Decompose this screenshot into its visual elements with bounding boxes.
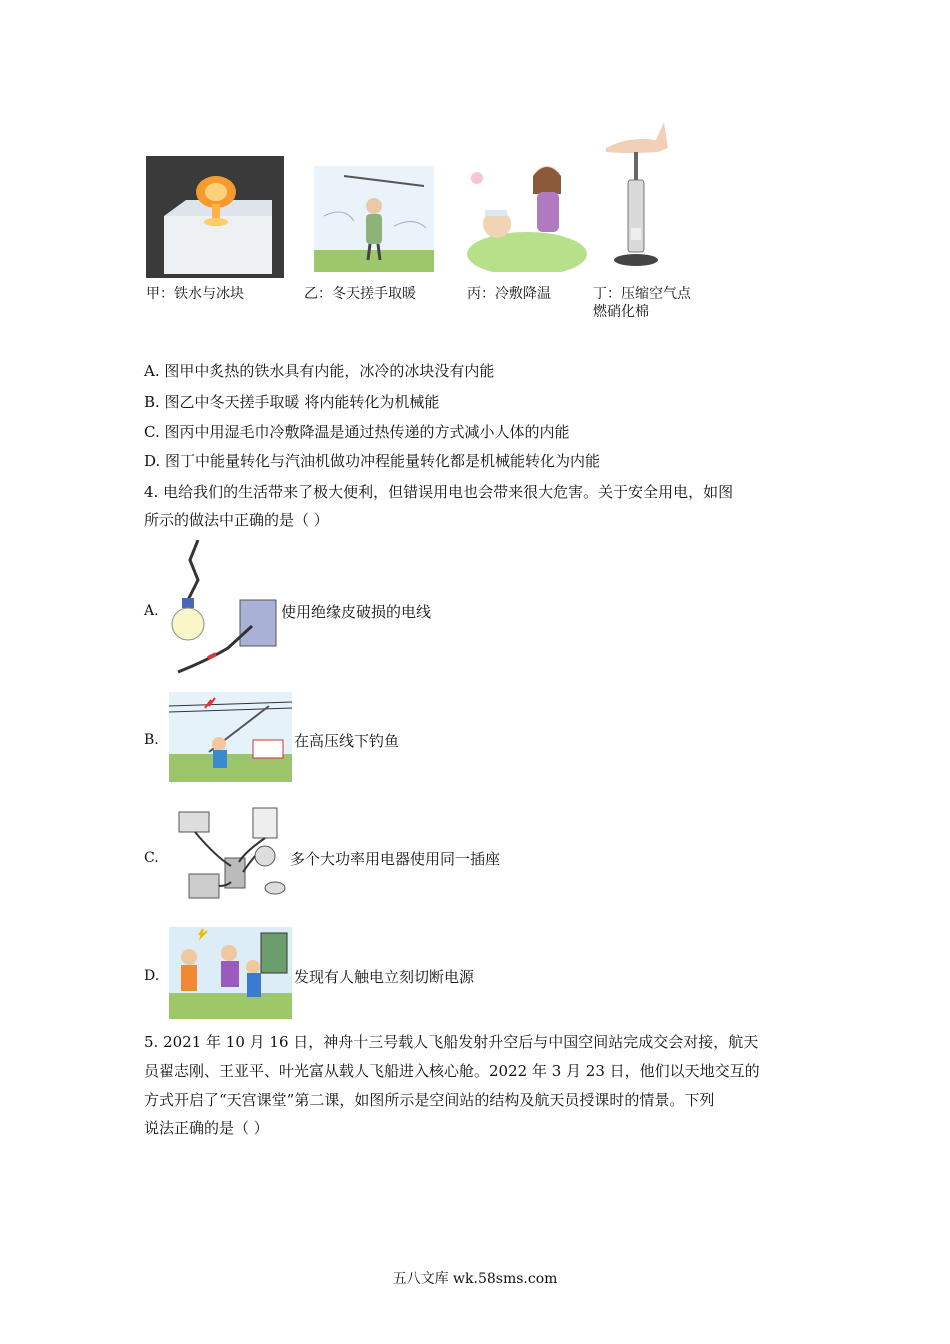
caption-yi: 乙：冬天搓手取暖 [304,286,416,302]
q4-stem-line2: 所示的做法中正确的是（ ） [144,511,329,529]
figure-damaged-wire [168,540,280,680]
q4-option-c-letter: C. [144,850,159,866]
q4-option-a-letter: A. [144,603,159,619]
figure-overloaded-socket [175,796,290,912]
figure-cold-compress [467,154,589,272]
q4-option-b-letter: B. [144,732,159,748]
q4-option-a-text: 使用绝缘皮破损的电线 [281,603,432,621]
caption-bing: 丙：冷敷降温 [467,286,551,302]
q5-stem-line2: 员翟志刚、王亚平、叶光富从载人飞船进入核心舱。2022 年 3 月 23 日，他们以天地交互的 [144,1062,760,1080]
q4-stem-line1: 4. 电给我们的生活带来了极大便利，但错误用电也会带来很大危害。关于安全用电，如图 [144,483,734,501]
q3-option-d: D. 图丁中能量转化与汽油机做功冲程能量转化都是机械能转化为内能 [144,452,601,470]
q4-option-d-letter: D. [144,968,160,984]
figure-rubbing-hands [314,166,434,272]
q4-option-d-text: 发现有人触电立刻切断电源 [294,968,475,986]
caption-ding-line2: 燃硝化棉 [593,304,649,320]
q4-option-c-text: 多个大功率用电器使用同一插座 [290,850,501,868]
caption-jia: 甲：铁水与冰块 [146,286,244,302]
figure-fishing-under-powerline [169,692,292,782]
q5-stem-line1: 5. 2021 年 10 月 16 日，神舟十三号载人飞船发射升空后与中国空间站完成交会对接，航天 [144,1033,759,1051]
q3-option-c: C. 图丙中用湿毛巾冷敷降温是通过热传递的方式减小人体的内能 [144,423,570,441]
figure-air-compression-tube [598,118,668,272]
caption-ding-line1: 丁：压缩空气点 [593,286,691,302]
figure-cut-off-power [169,927,292,1019]
q3-option-a: A. 图甲中炙热的铁水具有内能，冰冷的冰块没有内能 [144,362,495,380]
footer-watermark: 五八文库 wk.58sms.com [392,1271,558,1287]
figure-iron-water-ice [146,156,284,278]
q5-stem-line3: 方式开启了“天宫课堂”第二课，如图所示是空间站的结构及航天员授课时的情景。下列 [144,1091,715,1109]
q5-stem-line4: 说法正确的是（ ） [144,1119,269,1137]
q4-option-b-text: 在高压线下钓鱼 [294,732,400,750]
q3-option-b: B. 图乙中冬天搓手取暖 将内能转化为机械能 [144,393,440,411]
